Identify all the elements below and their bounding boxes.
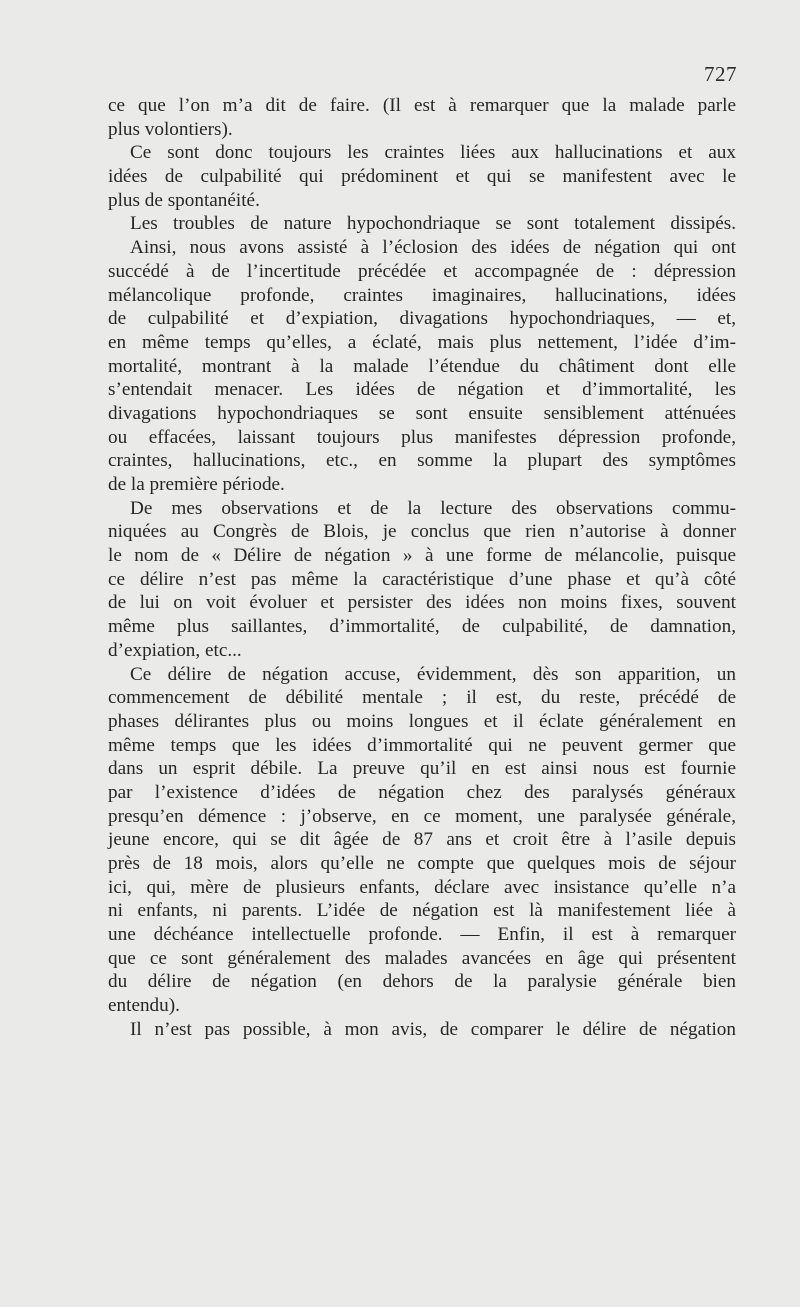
text-line: de lui on voit évoluer et persister des idées non moins fixes, souvent bbox=[108, 592, 736, 614]
text-line: presqu’en démence : j’observe, en ce moment, une paralysée générale, bbox=[108, 805, 736, 827]
text-line: commencement de débilité mentale ; il est, du reste, précédé de bbox=[108, 687, 736, 709]
text-line: même temps que les idées d’immortalité qui ne peuvent germer que bbox=[108, 734, 736, 756]
text-line: succédé à de l’incertitude précédée et accompagnée de : dépression bbox=[108, 260, 736, 282]
text-line: de la première période. bbox=[108, 474, 285, 495]
text-line: jeune encore, qui se dit âgée de 87 ans et croit être à l’asile depuis bbox=[108, 829, 736, 851]
page-number: 727 bbox=[704, 62, 737, 86]
text-line: idées de culpabilité qui prédominent et qui se manifestent avec le bbox=[108, 166, 736, 188]
text-line: plus de spontanéité. bbox=[108, 189, 260, 211]
body-text bbox=[108, 94, 736, 1042]
text-line: niquées au Congrès de Blois, je conclus que rien n’autorise à donner bbox=[108, 521, 736, 543]
text-line: entendu). bbox=[108, 995, 180, 1017]
text-line: Ce délire de négation accuse, évidemment, dès son apparition, un bbox=[130, 663, 736, 685]
text-line: ou effacées, laissant toujours plus manifestes dépression profonde, bbox=[108, 426, 736, 448]
text-line: Ainsi, nous avons assisté à l’éclosion des idées de négation qui ont bbox=[130, 237, 736, 259]
text-line: près de 18 mois, alors qu’elle ne compte que quelques mois de séjour bbox=[108, 853, 736, 874]
text-line: ce que l’on m’a dit de faire. (Il est à remarquer que la malade parle bbox=[108, 95, 736, 116]
text-line: du délire de négation (en dehors de la paralysie générale bien bbox=[108, 971, 736, 993]
text-line: plus volontiers). bbox=[108, 118, 233, 140]
text-line: de culpabilité et d’expiation, divagations hypochondriaques, — et, bbox=[108, 308, 736, 330]
text-line: dans un esprit débile. La preuve qu’il en est ainsi nous est fournie bbox=[108, 758, 736, 780]
text-line: Il n’est pas possible, à mon avis, de comparer le délire de négation bbox=[130, 1018, 736, 1040]
text-line: en même temps qu’elles, a éclaté, mais plus nettement, l’idée d’im- bbox=[108, 331, 736, 353]
text-line: s’entendait menacer. Les idées de négation et d’immortalité, les bbox=[108, 379, 736, 401]
text-line: même plus saillantes, d’immortalité, de culpabilité, de damnation, bbox=[108, 616, 736, 638]
text-line: une déchéance intellectuelle profonde. — Enfin, il est à remarquer bbox=[108, 924, 736, 946]
text-line: De mes observations et de la lecture des observations commu- bbox=[130, 497, 736, 519]
text-line: par l’existence d’idées de négation chez des paralysés généraux bbox=[108, 781, 736, 803]
text-line: phases délirantes plus ou moins longues et il éclate généralement en bbox=[108, 710, 736, 732]
text-line: le nom de « Délire de négation » à une forme de mélancolie, puisque bbox=[108, 545, 736, 567]
text-line: divagations hypochondriaques se sont ensuite sensiblement atténuées bbox=[108, 402, 736, 424]
text-line: craintes, hallucinations, etc., en somme la plupart des symptômes bbox=[108, 450, 736, 472]
text-line: ce délire n’est pas même la caractéristique d’une phase et qu’à côté bbox=[108, 568, 736, 590]
text-line: ici, qui, mère de plusieurs enfants, déclare avec insistance qu’elle n’a bbox=[108, 876, 736, 898]
text-line: mortalité, montrant à la malade l’étendue du châtiment dont elle bbox=[108, 355, 736, 377]
text-line: d’expiation, etc... bbox=[108, 639, 242, 661]
text-line: Ce sont donc toujours les craintes liées aux hallucinations et aux bbox=[130, 142, 736, 164]
text-line: ni enfants, ni parents. L’idée de négation est là manifestement liée à bbox=[108, 900, 736, 922]
text-line: Les troubles de nature hypochondriaque se sont totalement dissipés. bbox=[130, 213, 736, 235]
text-line: mélancolique profonde, craintes imaginaires, hallucinations, idées bbox=[108, 284, 736, 306]
text-line: que ce sont généralement des malades avancées en âge qui présentent bbox=[108, 947, 736, 969]
